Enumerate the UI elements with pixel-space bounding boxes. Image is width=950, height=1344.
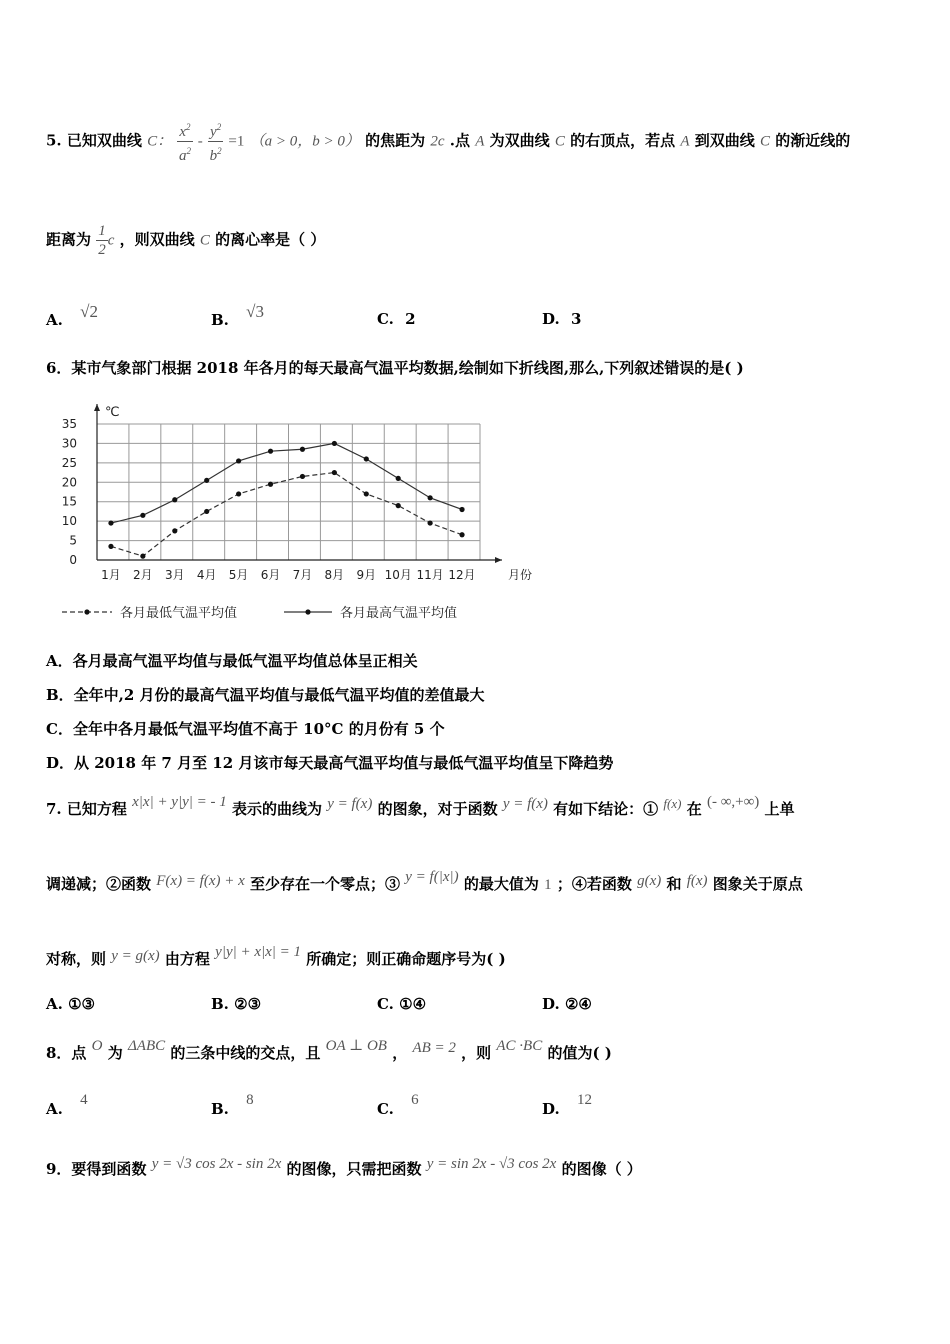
x-tick-label: 10月 — [384, 568, 412, 582]
q6-option-d: D．从 2018 年 7 月至 12 月该市每天最高气温平均值与最低气温平均值呈下降趋势 — [46, 754, 614, 772]
data-point — [300, 447, 305, 452]
q6-option-a: A．各月最高气温平均值与最低气温平均值总体呈正相关 — [46, 652, 418, 670]
q5-2c: 2c — [430, 133, 445, 150]
q5-line1: 5. 已知双曲线 C： $\frac{x^2}{a^2}$ - $\frac{y^2}{b^2}$ =1 （a > 0，b > 0） 的焦距为 2c .点 A 为双曲线 C 的右顶点，若点 A 到双曲线 C 的渐近线的 — [46, 118, 850, 165]
data-point — [172, 528, 177, 533]
q7-option-b: B. ②③ — [211, 995, 262, 1013]
data-point — [268, 482, 273, 487]
q5-frac-x2-a2: $\frac{x^2}{a^2}$ — [177, 118, 192, 165]
q7-option-a: A. ①③ — [46, 995, 96, 1013]
data-point — [459, 507, 464, 512]
data-point — [140, 554, 145, 559]
data-point — [300, 474, 305, 479]
data-point — [332, 470, 337, 475]
data-point — [364, 456, 369, 461]
x-tick-label: 3月 — [164, 568, 185, 582]
y-tick-label: 30 — [61, 436, 77, 451]
legend-marker-max — [305, 609, 310, 614]
y-tick-label: 10 — [61, 514, 77, 529]
q7-line3: 对称，则 y = g(x) 由方程 y|y| + x|x| = 1 所确定；则正确命题序号为( ) — [46, 944, 506, 968]
data-point — [108, 520, 113, 525]
x-tick-label: 8月 — [324, 568, 345, 582]
x-tick-label: 5月 — [228, 568, 249, 582]
y-axis-label: ℃ — [105, 405, 120, 420]
legend-label-max: 各月最高气温平均值 — [340, 606, 458, 621]
y-tick-label: 25 — [61, 455, 77, 470]
temperature-line-chart — [40, 398, 540, 633]
q5-intro: 5. 已知双曲线 — [46, 131, 142, 150]
q5-option-d: D. 3 — [542, 310, 582, 328]
q8-option-d: D. 12 — [542, 1092, 592, 1118]
q8-option-b: B. 8 — [211, 1092, 254, 1118]
x-axis-arrow — [495, 557, 502, 563]
q5-frac-y2-b2: $\frac{y^2}{b^2}$ — [208, 118, 223, 165]
x-tick-label: 11月 — [416, 568, 444, 582]
x-tick-label: 6月 — [260, 568, 281, 582]
x-tick-label: 2月 — [133, 568, 153, 582]
q6-option-c: C．全年中各月最低气温平均值不高于 10°C 的月份有 5 个 — [46, 720, 445, 738]
data-point — [428, 520, 433, 525]
data-point — [364, 491, 369, 496]
data-point — [332, 441, 337, 446]
legend-marker-min — [84, 609, 89, 614]
q6-stem: 6．某市气象部门根据 2018 年各月的每天最高气温平均数据,绘制如下折线图,那么,下列叙述错误的是( ) — [46, 359, 744, 377]
legend-label-min: 各月最低气温平均值 — [120, 606, 238, 621]
data-point — [459, 532, 464, 537]
data-point — [268, 449, 273, 454]
y-tick-label: 0 — [69, 553, 77, 567]
q7-option-d: D. ②④ — [542, 995, 592, 1013]
data-point — [140, 513, 145, 518]
data-point — [172, 497, 177, 502]
x-tick-label: 12月 — [448, 568, 476, 582]
q7-line1: 7. 已知方程 x|x| + y|y| = - 1 表示的曲线为 y = f(x) 的图象，对于函数 y = f(x) 有如下结论：① f(x) 在 (- ∞,+∞) 上单 — [46, 794, 795, 818]
q8-option-c: C. 6 — [377, 1092, 419, 1118]
q5-condition: （a > 0，b > 0） — [249, 133, 360, 150]
data-point — [396, 503, 401, 508]
y-tick-label: 5 — [69, 533, 77, 548]
x-tick-label: 4月 — [196, 568, 217, 582]
q5-curve-label: C： — [147, 133, 173, 150]
data-point — [204, 478, 209, 483]
q5-option-a: A. √2 — [46, 302, 98, 329]
q5-option-b: B. √3 — [211, 302, 264, 329]
y-tick-label: 15 — [61, 494, 77, 509]
q5-half-fraction: $\frac{1}{2}$ — [98, 223, 106, 258]
x-tick-label: 7月 — [292, 568, 313, 582]
x-axis-label: 月份 — [508, 568, 533, 582]
data-point — [236, 491, 241, 496]
q6-option-b: B．全年中,2 月份的最高气温平均值与最低气温平均值的差值最大 — [46, 686, 485, 704]
y-tick-label: 20 — [61, 475, 77, 490]
q5-option-c: C. 2 — [377, 310, 416, 328]
q5-eq1: =1 — [228, 133, 245, 150]
q7-line2: 调递减；②函数 F(x) = f(x) + x 至少存在一个零点；③ y = f(|x|) 的最大值为 1 ；④若函数 g(x) 和 f(x) 图象关于原点 — [46, 869, 803, 893]
q5-line2: 距离为 $\frac{1}{2}$ c ，则双曲线 C 的离心率是（ ） — [46, 223, 326, 258]
y-axis-arrow — [94, 404, 100, 411]
q8-stem: 8．点 O 为 ΔABC 的三条中线的交点，且 OA ⊥ OB ， AB = 2 ，则 AC ·BC 的值为( ) — [46, 1038, 612, 1062]
data-point — [428, 495, 433, 500]
x-tick-label: 1月 — [101, 568, 121, 582]
q9-stem: 9．要得到函数 y = √3 cos 2x - sin 2x 的图像，只需把函数 y = sin 2x - √3 cos 2x 的图像（ ） — [46, 1156, 642, 1178]
data-point — [396, 476, 401, 481]
q7-option-c: C. ①④ — [377, 995, 427, 1013]
y-tick-label: 35 — [61, 417, 77, 431]
q8-option-a: A. 4 — [46, 1092, 88, 1118]
data-point — [108, 544, 113, 549]
data-point — [236, 458, 241, 463]
x-tick-label: 9月 — [356, 568, 377, 582]
data-point — [204, 509, 209, 514]
